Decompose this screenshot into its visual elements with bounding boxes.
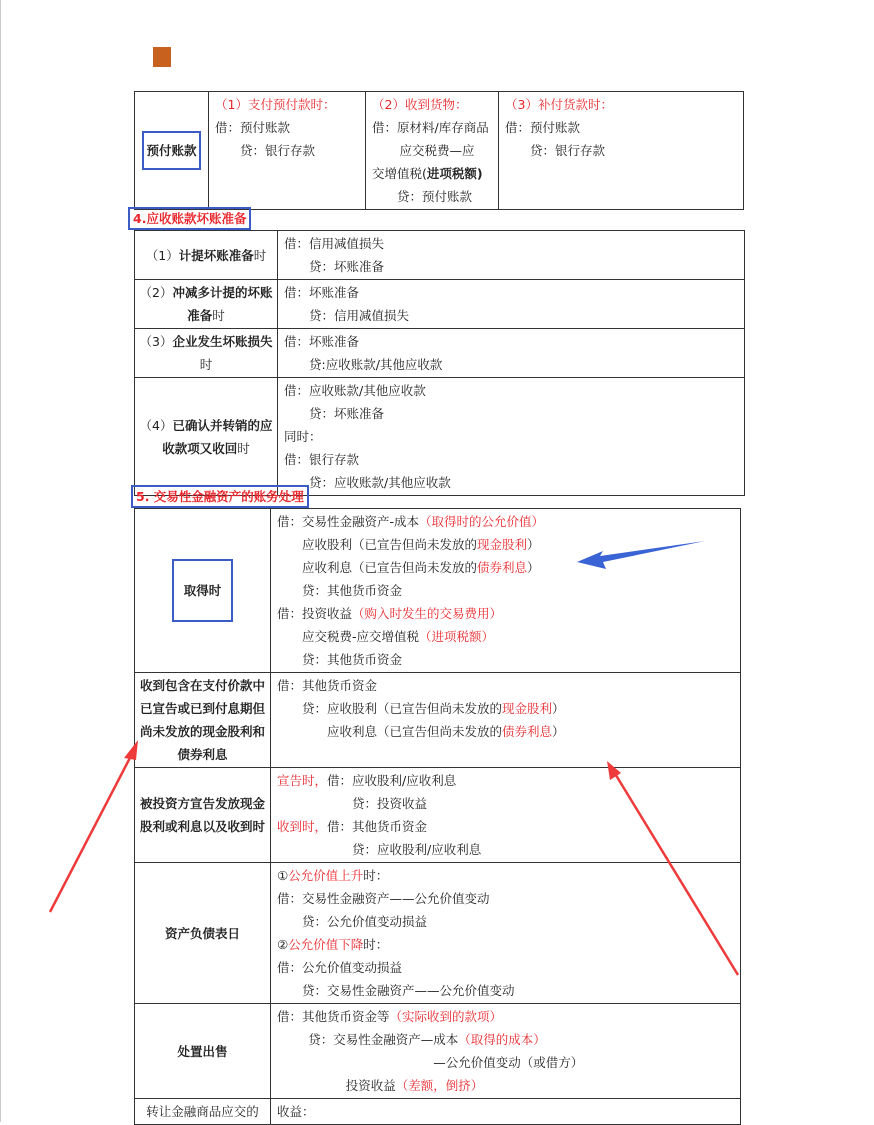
row-label-text: 被投资方宣告发放现金股利或利息以及收到时 bbox=[139, 796, 265, 834]
text-segment: （取得时的公允价值） bbox=[419, 514, 545, 529]
text-segment: 计提坏账准备 bbox=[178, 247, 254, 263]
text-segment: 贷：公允价值变动损益 bbox=[302, 914, 428, 929]
text-segment: 冲减多计提的坏账准备 bbox=[172, 285, 273, 323]
text-segment: 应收利息（已宣告但尚未发放的 bbox=[327, 724, 503, 739]
text-segment: ① bbox=[277, 868, 289, 883]
text-segment: 贷：投资收益 bbox=[352, 796, 428, 811]
text-segment: 债券利息 bbox=[477, 560, 528, 575]
text-segment: 进项税额) bbox=[426, 166, 483, 181]
text-segment: 交增值税( bbox=[372, 166, 427, 181]
text-segment: ） bbox=[552, 724, 565, 739]
text-segment: 投资收益 bbox=[345, 1078, 396, 1093]
row-label-text: 处置出售 bbox=[177, 1043, 228, 1059]
row-label-text: 转让金融商品应交的 bbox=[146, 1104, 259, 1119]
text-segment: ② bbox=[277, 937, 289, 952]
text-segment: 借：投资收益 bbox=[277, 606, 353, 621]
text-segment: （1） bbox=[145, 247, 179, 263]
text-segment: 公允价值上升 bbox=[288, 868, 364, 883]
text-segment: （1）支付预付款时： bbox=[215, 97, 336, 112]
text-segment: 时： bbox=[363, 937, 389, 952]
red-arrow-icon bbox=[50, 740, 138, 912]
text-segment: （差额，倒挤） bbox=[395, 1078, 484, 1093]
text-segment: 应交税费—应 bbox=[399, 143, 475, 158]
red-arrow-icon bbox=[607, 761, 738, 975]
text-segment: 贷：银行存款 bbox=[240, 143, 316, 158]
text-segment: 借：坏账准备 bbox=[284, 285, 360, 300]
text-segment: 借：交易性金融资产-成本 bbox=[277, 514, 420, 529]
text-segment: 贷：坏账准备 bbox=[309, 406, 385, 421]
text-segment: ） bbox=[527, 537, 540, 552]
text-segment: 借：其他货币资金 bbox=[277, 678, 378, 693]
text-segment: 时 bbox=[199, 357, 213, 372]
text-segment: 借：应收账款/其他应收款 bbox=[284, 383, 426, 398]
text-segment: 贷：预付账款 bbox=[397, 189, 473, 204]
text-segment: 时 bbox=[237, 440, 250, 456]
text-segment: （2） bbox=[139, 285, 173, 300]
text-segment: 同时： bbox=[284, 429, 322, 444]
text-segment: 贷：银行存款 bbox=[530, 143, 606, 158]
text-segment: 借：应收股利/应收利息 bbox=[327, 773, 457, 788]
row-label-text: 资产负债表日 bbox=[164, 925, 240, 941]
text-segment: （3）补付货款时： bbox=[505, 97, 613, 112]
text-segment: 应收股利（已宣告但尚未发放的 bbox=[302, 537, 478, 552]
text-segment: 借：其他货币资金 bbox=[327, 819, 428, 834]
text-segment: 贷：应收股利（已宣告但尚未发放的 bbox=[302, 701, 503, 716]
section-4-heading: 4.应收账款坏账准备 bbox=[128, 207, 251, 230]
text-segment: （取得的成本） bbox=[458, 1032, 546, 1047]
text-segment: 时 bbox=[253, 247, 267, 263]
text-segment: 宣告时， bbox=[277, 773, 328, 788]
text-segment: 公允价值下降 bbox=[288, 937, 364, 952]
text-segment: 应交税费-应交增值税 bbox=[302, 629, 420, 644]
text-segment: 贷：交易性金融资产—成本 bbox=[308, 1032, 459, 1047]
text-segment: （实际收到的款项） bbox=[389, 1009, 503, 1024]
text-segment: （进项税额） bbox=[419, 629, 495, 644]
text-segment: 贷：交易性金融资产——公允价值变动 bbox=[302, 983, 515, 998]
text-segment: —公允价值变动（或借方） bbox=[433, 1055, 584, 1070]
text-segment: 收益： bbox=[277, 1104, 315, 1119]
text-segment: 借：交易性金融资产——公允价值变动 bbox=[277, 891, 490, 906]
text-segment: 应收利息（已宣告但尚未发放的 bbox=[302, 560, 478, 575]
blue-arrow-icon bbox=[577, 541, 705, 569]
text-segment: ） bbox=[527, 560, 540, 575]
text-segment: 贷：应收股利/应收利息 bbox=[352, 842, 482, 857]
text-segment: 借：预付账款 bbox=[215, 120, 291, 135]
text-segment: 时： bbox=[363, 868, 389, 883]
text-segment: 企业发生坏账损失 bbox=[172, 334, 273, 349]
row-label-text: 取得时 bbox=[172, 559, 234, 622]
text-segment: （4） bbox=[139, 417, 173, 433]
text-segment: 贷:应收账款/其他应收款 bbox=[309, 357, 443, 372]
text-segment: 贷：其他货币资金 bbox=[302, 583, 403, 598]
section-5-heading: 5. 交易性金融资产的账务处理 bbox=[131, 485, 309, 508]
text-segment: 债券利息 bbox=[502, 724, 553, 739]
text-segment: 现金股利 bbox=[477, 537, 528, 552]
text-segment: 借：预付账款 bbox=[505, 120, 581, 135]
text-segment: （3） bbox=[139, 334, 173, 349]
text-segment: （购入时发生的交易费用） bbox=[352, 606, 503, 621]
text-segment: 贷：应收账款/其他应收款 bbox=[309, 475, 451, 490]
text-segment: 时 bbox=[212, 308, 225, 323]
text-segment: 贷：坏账准备 bbox=[309, 259, 385, 274]
text-segment: 现金股利 bbox=[502, 701, 553, 716]
text-segment: 借：其他货币资金等 bbox=[277, 1009, 390, 1024]
text-segment: 借：银行存款 bbox=[284, 452, 360, 467]
text-segment: ） bbox=[552, 701, 565, 716]
text-segment: （2）收到货物： bbox=[372, 97, 468, 112]
text-segment: 借：公允价值变动损益 bbox=[277, 960, 403, 975]
text-segment: 借：坏账准备 bbox=[284, 334, 360, 349]
text-segment: 贷：其他货币资金 bbox=[302, 652, 403, 667]
text-segment: 借：原材料/库存商品 bbox=[372, 120, 489, 135]
text-segment: 借：信用减值损失 bbox=[284, 236, 385, 251]
row-label-text: 预付账款 bbox=[142, 131, 200, 170]
row-label-text: 收到包含在支付价款中已宣告或已到付息期但尚未发放的现金股利和债券利息 bbox=[139, 678, 265, 762]
text-segment: 贷：信用减值损失 bbox=[309, 308, 410, 323]
text-segment: 收到时， bbox=[277, 819, 328, 834]
text-segment: 已确认并转销的应收款项又收回 bbox=[162, 417, 273, 456]
